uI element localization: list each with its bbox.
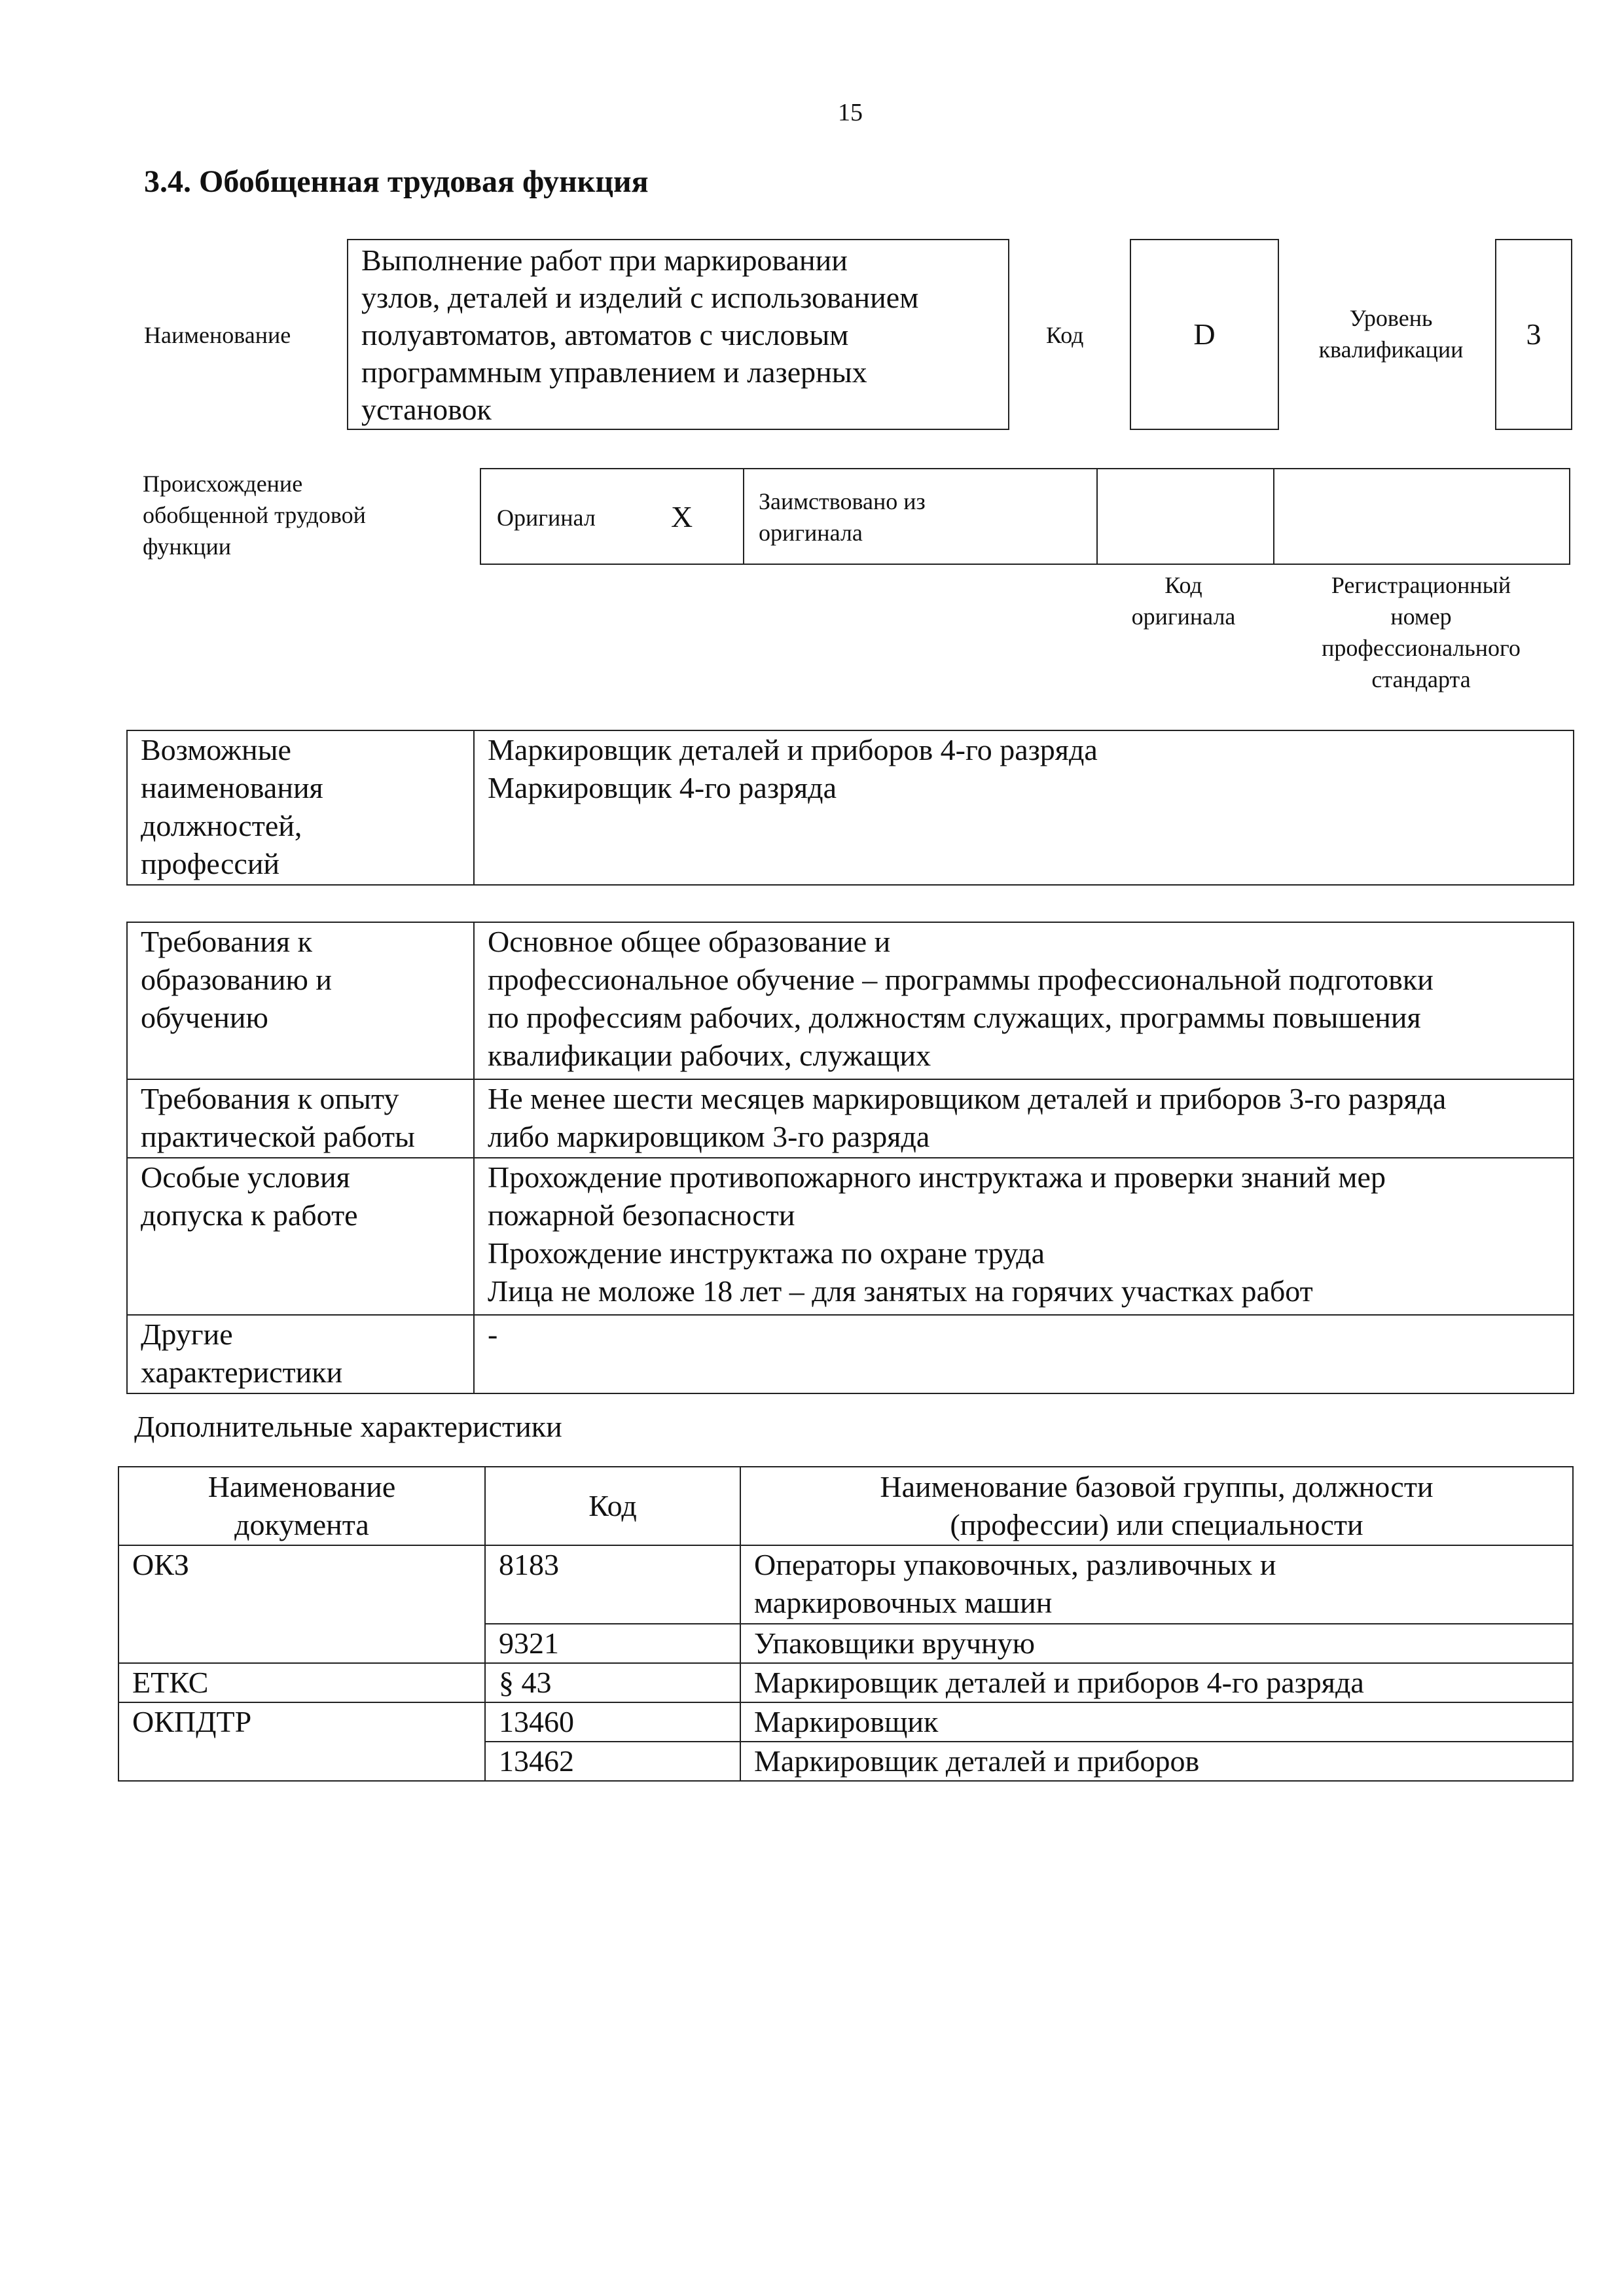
original-mark: X	[671, 500, 693, 533]
original-label: Оригинал	[497, 505, 596, 531]
name-cell: Маркировщик деталей и приборов 4-го разряда	[740, 1663, 1573, 1702]
positions-value: Маркировщик деталей и приборов 4-го разряда Маркировщик 4-го разряда	[474, 730, 1574, 885]
doc-cell: ЕТКС	[118, 1663, 485, 1702]
special-conditions-label: Особые условия допуска к работе	[127, 1158, 474, 1315]
code-cell: 8183	[485, 1545, 740, 1624]
code-cell: 13460	[485, 1702, 740, 1742]
header-name: Наименование базовой группы, должности (профессии) или специальности	[740, 1467, 1573, 1545]
code-cell: 13462	[485, 1742, 740, 1781]
other-characteristics-value: -	[474, 1315, 1574, 1393]
code-box	[1130, 239, 1279, 430]
table-row	[118, 1663, 1573, 1702]
function-name-box	[347, 239, 1009, 430]
header-code: Код	[485, 1467, 740, 1545]
code-value: D	[1193, 317, 1216, 351]
additional-title: Дополнительные характеристики	[134, 1410, 562, 1443]
positions-label: Возможные наименования должностей, профессий	[127, 730, 474, 885]
additional-table	[118, 1466, 1574, 1782]
table-row	[118, 1545, 1573, 1624]
doc-cell: ОКЗ	[118, 1545, 485, 1663]
requirements-table	[126, 922, 1574, 1394]
table-row	[127, 1315, 1574, 1393]
function-name-text: Выполнение работ при маркировании узлов, деталей и изделий с использованием полуавтоматов, автоматов с числовым программным управлением и лазерных установок	[361, 243, 919, 426]
code-original-caption: Код оригинала	[1131, 572, 1236, 630]
name-label: Наименование	[144, 322, 291, 348]
experience-label: Требования к опыту практической работы	[127, 1079, 474, 1158]
table-row	[127, 922, 1574, 1079]
section-title: 3.4. Обобщенная трудовая функция	[144, 164, 649, 199]
level-box	[1495, 239, 1572, 430]
other-characteristics-label: Другие характеристики	[127, 1315, 474, 1393]
code-cell: 9321	[485, 1624, 740, 1663]
table-row	[127, 1158, 1574, 1315]
origin-divider-3	[1273, 469, 1274, 564]
education-value: Основное общее образование и профессиональное обучение – программы профессиональной подготовки по профессиям рабочих, должностям служащих, программы повышения квалификации рабочих, служащих	[474, 922, 1574, 1079]
positions-table	[126, 730, 1574, 886]
page-number: 15	[838, 99, 863, 126]
table-header-row	[118, 1467, 1573, 1545]
name-cell: Упаковщики вручную	[740, 1624, 1573, 1663]
name-cell: Операторы упаковочных, разливочных и маркировочных машин	[740, 1545, 1573, 1624]
education-label: Требования к образованию и обучению	[127, 922, 474, 1079]
table-row	[127, 730, 1574, 885]
level-value: 3	[1526, 317, 1542, 351]
origin-table	[480, 468, 1570, 565]
special-conditions-value: Прохождение противопожарного инструктажа и проверки знаний мер пожарной безопасности Прохождение инструктажа по охране труда Лица не моложе 18 лет – для занятых на горячих участках работ	[474, 1158, 1574, 1315]
reg-number-caption: Регистрационный номер профессионального стандарта	[1322, 572, 1521, 692]
name-cell: Маркировщик	[740, 1702, 1573, 1742]
origin-divider-2	[1096, 469, 1098, 564]
name-cell: Маркировщик деталей и приборов	[740, 1742, 1573, 1781]
level-label: Уровень квалификации	[1318, 305, 1464, 363]
experience-value: Не менее шести месяцев маркировщиком деталей и приборов 3-го разряда либо маркировщиком 3-го разряда	[474, 1079, 1574, 1158]
doc-cell: ОКПДТР	[118, 1702, 485, 1781]
code-label: Код	[1046, 322, 1084, 348]
header-doc: Наименование документа	[118, 1467, 485, 1545]
origin-label: Происхождение обобщенной трудовой функции	[143, 471, 366, 560]
table-row	[127, 1079, 1574, 1158]
table-row	[118, 1702, 1573, 1742]
origin-divider-1	[743, 469, 744, 564]
code-cell: § 43	[485, 1663, 740, 1702]
borrowed-label: Заимствовано из оригинала	[759, 488, 926, 546]
